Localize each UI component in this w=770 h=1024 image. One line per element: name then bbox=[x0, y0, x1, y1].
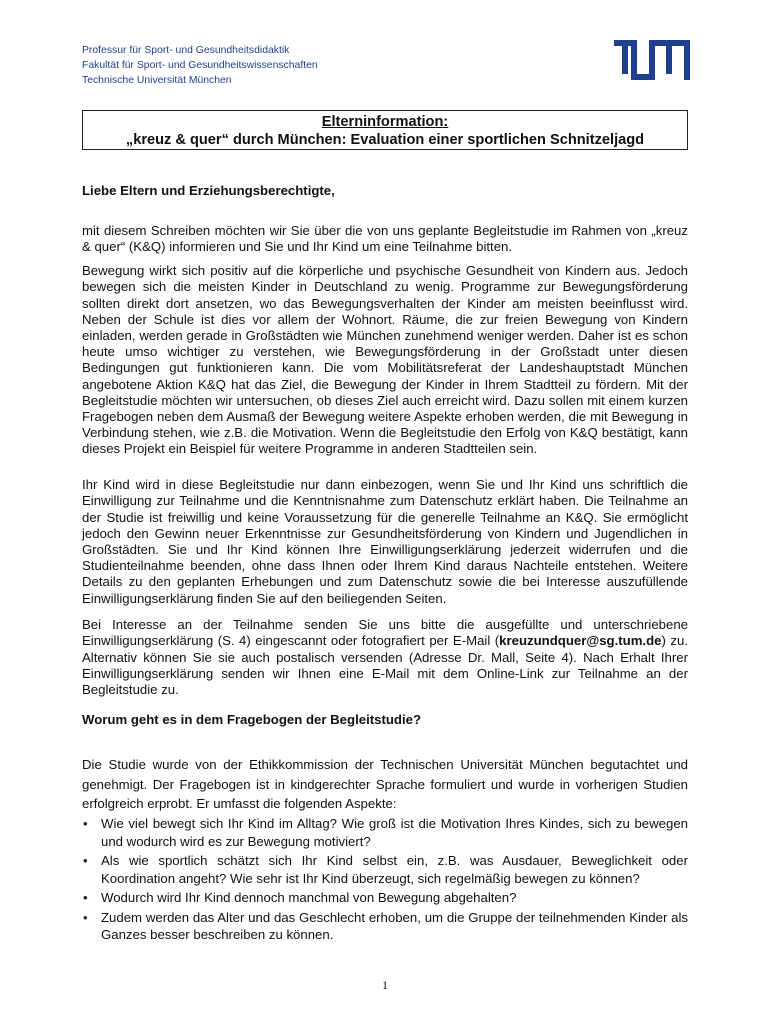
contact-text: Bei Interesse an der Teilnahme senden Sie uns bitte die ausgefüllte und unterschriebene Einwilligungserklärung (S. 4) eingescannt oder fotografiert per E-Mail ( bbox=[82, 617, 688, 649]
bullet-icon: • bbox=[83, 909, 88, 925]
list-item bbox=[82, 815, 688, 850]
study-paragraph: Die Studie wurde von der Ethikkommission der Technischen Universität München begutachtet und genehmigt. Der Fragebogen ist in kindgerechter Sprache formuliert und wurde in vorherigen Studien erfolgreich erprobt. Er umfasst die folgenden Aspekte: bbox=[82, 757, 688, 812]
bullet-icon: • bbox=[83, 890, 88, 905]
intro-paragraph: mit diesem Schreiben möchten wir Sie über die von uns geplante Begleitstudie im Rahmen von „kreuz & quer“ (K&Q) informieren und Sie und Ihr Kind um eine Teilnahme bitten. bbox=[82, 223, 688, 255]
contact-email-link[interactable]: kreuzundquer@sg.tum.de bbox=[499, 633, 662, 649]
document-subtitle: „kreuz & quer“ durch München: Evaluation einer sportlichen Schnitzeljagd bbox=[125, 132, 645, 148]
document-title: Elterninformation: bbox=[321, 114, 449, 130]
motivation-paragraph: Bewegung wirkt sich positiv auf die körperliche und psychische Gesundheit von Kindern aus. Jedoch bewegen sich die meisten Kinder in Deutschland zu wenig. Programme zur Bewegungsförderung sollten direkt dort ansetzen, wo das Bewegungsverhalten der Kinder am meisten beeinflusst wird. Neben der Schule ist dies vor allem der Wohnort. Räume, die zur freien Bewegung von Kindern einladen, werden gerade in Großstädten wie München zunehmend weniger werden. Daher ist es schon heute umso wichtiger zu verstehen, wie Bewegungsförderung in der Großstadt unter diesen Bedingungen gut funktionieren kann. Die vom Mobilitätsreferat der Landeshauptstadt München angebotene Aktion K&Q hat das Ziel, die Bewegung der Kinder in Ihrem Stadtteil zu fördern. Mit der Begleitstudie möchten wir untersuchen, ob dieses Ziel auch erreicht wird. Dazu sollen mit einem kurzen Fragebogen neben dem Ausmaß der Bewegung weitere Aspekte erhoben werden, die mit Bewegung in Verbindung stehen, wie z.B. die Motivation. Wenn die Begleitstudie den Erfolg von K&Q bestätigt, kann dieses Projekt ein Beispiel für weitere Programme in anderen Stadtteilen sein. bbox=[82, 263, 688, 457]
section-heading: Worum geht es in dem Fragebogen der Begleitstudie? bbox=[82, 712, 422, 727]
aspects-list bbox=[82, 815, 688, 946]
list-item-text: Wie viel bewegt sich Ihr Kind im Alltag? Wie groß ist die Motivation Ihres Kindes, sich zu bewegen und wodurch wird es zur Bewegung motiviert? bbox=[101, 816, 688, 849]
list-item bbox=[82, 909, 688, 944]
salutation: Liebe Eltern und Erziehungsberechtigte, bbox=[82, 183, 335, 198]
list-item bbox=[82, 889, 688, 907]
page-number: 1 bbox=[382, 978, 388, 992]
affiliation-line: Fakultät für Sport- und Gesundheitswissenschaften bbox=[82, 60, 318, 71]
list-item-text: Als wie sportlich schätzt sich Ihr Kind selbst ein, z.B. was Ausdauer, Beweglichkeit oder Koordination angeht? Wie sehr ist Ihr Kind überzeugt, sich regelmäßig bewegen zu können? bbox=[101, 853, 688, 886]
affiliation-line: Professur für Sport- und Gesundheitsdidaktik bbox=[82, 45, 290, 56]
list-item-text: Zudem werden das Alter und das Geschlecht erhoben, um die Gruppe der teilnehmenden Kinder als Ganzes besser beschreiben zu können. bbox=[101, 909, 688, 942]
consent-paragraph: Ihr Kind wird in diese Begleitstudie nur dann einbezogen, wenn Sie und Ihr Kind uns schriftlich die Einwilligung zur Teilnahme und die Kenntnisnahme zum Datenschutz erklärt haben. Die Teilnahme an der Studie ist freiwillig und keine Voraussetzung für die generelle Teilnahme an K&Q. Sie ermöglicht jedoch den Gewinn neuer Erkenntnisse zur Gesundheitsförderung von Kindern und Jugendlichen in Großstädten. Sie und Ihr Kind können Ihre Einwilligungserklärung jederzeit widerrufen und die Studienteilnahme beenden, ohne dass Ihnen oder Ihrem Kind daraus Nachteile entstehen. Weitere Details zu den geplanten Erhebungen und zum Datenschutz sowie die bei Interesse auszufüllende Einwilligungserklärung finden Sie auf den beiliegenden Seiten. bbox=[82, 477, 688, 606]
affiliation-block bbox=[82, 43, 318, 88]
contact-text: ) zu. Alternativ können Sie sie auch postalisch versenden (Adresse Dr. Mall, Seite 4). Nach Erhalt Ihrer Einwilligungserklärung senden wir Ihnen eine E-Mail mit dem Online-Link zur Teilnahme an der Begleitstudie zu. bbox=[82, 633, 688, 697]
contact-paragraph bbox=[82, 617, 688, 698]
list-item-text: Wodurch wird Ihr Kind dennoch manchmal von Bewegung abgehalten? bbox=[101, 890, 517, 905]
bullet-icon: • bbox=[83, 853, 88, 868]
affiliation-line: Technische Universität München bbox=[82, 75, 232, 86]
list-item bbox=[82, 852, 688, 887]
bullet-icon: • bbox=[83, 816, 88, 831]
tum-logo bbox=[614, 40, 690, 80]
title-box bbox=[82, 110, 688, 150]
